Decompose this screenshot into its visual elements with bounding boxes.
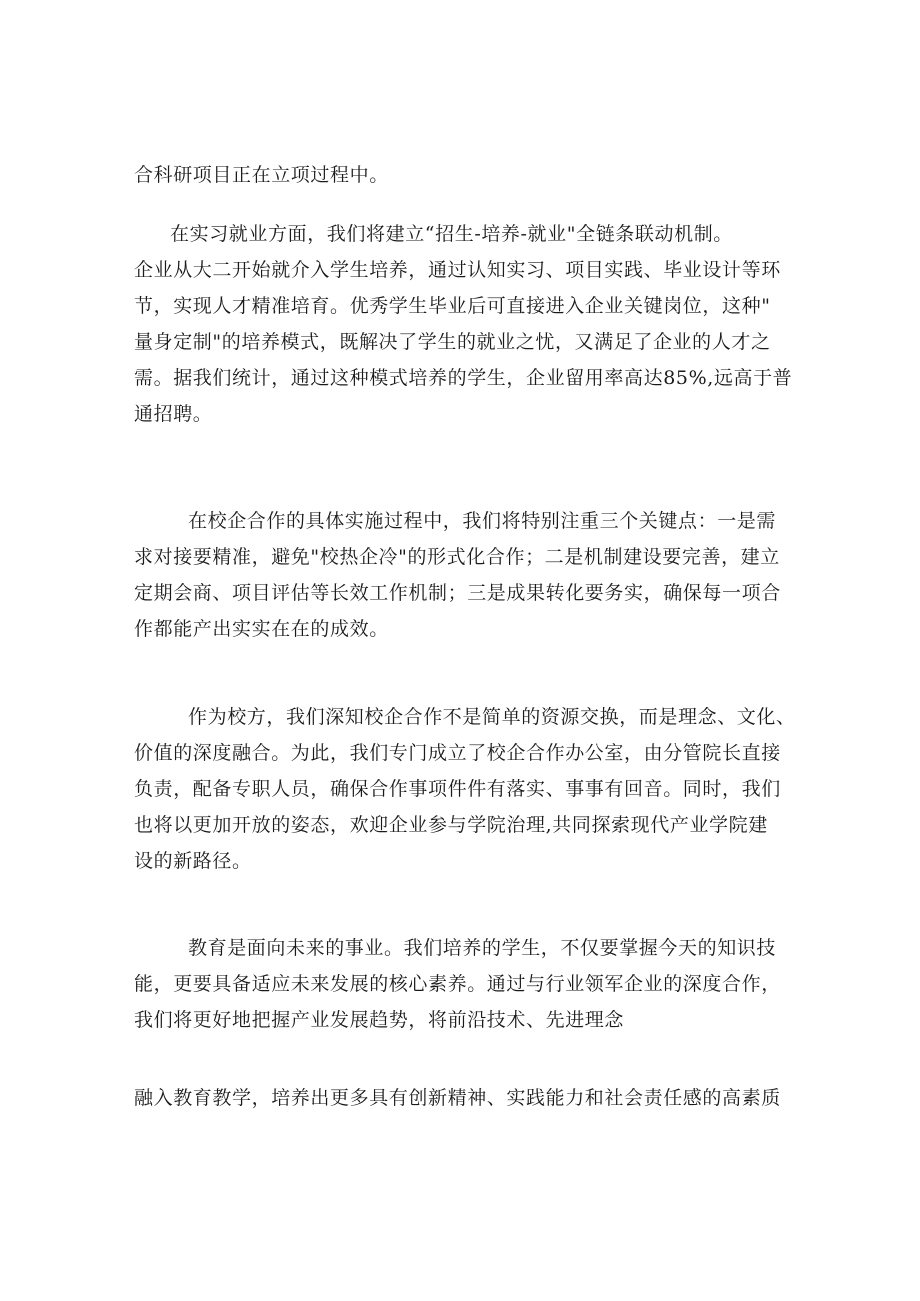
text-line: 价值的深度融合。为此，我们专门成立了校企合作办公室，由分管院长直接: [134, 742, 781, 764]
text-line: 求对接要精准，避免"校热企冷"的形式化合作；二是机制建设要完善，建立: [134, 546, 780, 568]
text-line: 节，实现人才精准培育。优秀学生毕业后可直接进入企业关键岗位，这种": [134, 295, 771, 317]
text-line: 融入教育教学，培养出更多具有创新精神、实践能力和社会责任感的高素质: [134, 1087, 781, 1109]
text-line: 教育是面向未来的事业。我们培养的学生，不仅要掌握今天的知识技: [188, 937, 777, 959]
text-line: 设的新路径。: [134, 850, 252, 872]
text-line: 通招聘。: [134, 403, 213, 425]
text-line: 需。据我们统计，通过这种模式培养的学生，企业留用率高达85%,远高于普: [134, 367, 793, 389]
text-line: 我们将更好地把握产业发展趋势，将前沿技术、先进理念: [134, 1009, 625, 1031]
text-line: 能，更要具备适应未来发展的核心素养。通过与行业领军企业的深度合作，: [134, 973, 781, 995]
text-line: 也将以更加开放的姿态，欢迎企业参与学院治理,共同探索现代产业学院建: [134, 814, 768, 836]
text-line: 作都能产出实实在在的成效。: [134, 618, 389, 640]
text-line: 在校企合作的具体实施过程中，我们将特别注重三个关键点：一是需: [188, 510, 777, 532]
text-line: 作为校方，我们深知校企合作不是简单的资源交换，而是理念、文化、: [188, 706, 796, 728]
text-line: 合科研项目正在立项过程中。: [134, 164, 389, 186]
text-line: 企业从大二开始就介入学生培养，通过认知实习、项目实践、毕业设计等环: [134, 259, 781, 281]
text-line: 在实习就业方面，我们将建立“招生-培养-就业"全链条联动机制。: [170, 223, 733, 245]
text-line: 负责，配备专职人员，确保合作事项件件有落实、事事有回音。同时，我们: [134, 778, 781, 800]
text-line: 量身定制"的培养模式，既解决了学生的就业之忧，又满足了企业的人才之: [134, 331, 771, 353]
text-line: 定期会商、项目评估等长效工作机制；三是成果转化要务实，确保每一项合: [134, 582, 781, 604]
